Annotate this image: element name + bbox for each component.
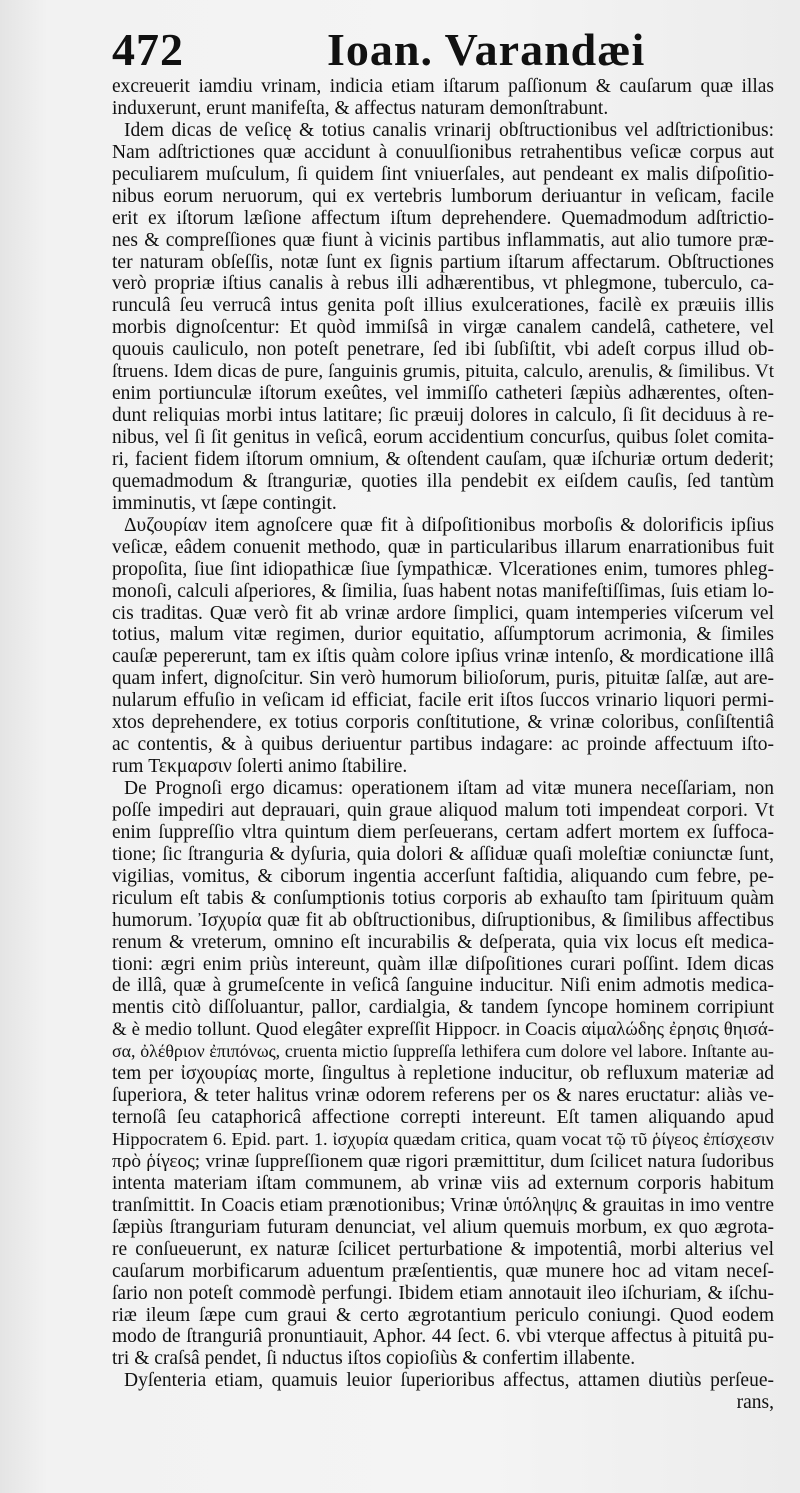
text-line: tranſmittit. In Coacis etiam prænotionibus; Vrinæ ὑπόληψις & grauitas in imo ventre xyxy=(112,1194,774,1216)
text-line: ri, facient fidem iſtorum omnium, & oſtendent cauſam, quæ iſchuriæ ortum dederit; xyxy=(112,448,774,470)
text-line: erit ex iſtorum læſione affectum iſtum deprehendere. Quemadmodum adſtrictio- xyxy=(112,207,774,229)
page-header xyxy=(112,22,760,78)
text-line: Δυζουρίαν item agnoſcere quæ fit à diſpoſitionibus morboſis & dolorificis ipſius xyxy=(124,514,774,536)
text-line: monoſi, calculi aſperiores, & ſimilia, ſuas habent notas manifeſtiſſimas, ſuis etiam lo- xyxy=(112,580,774,602)
text-line: nes & compreſſiones quæ fiunt à vicinis partibus inflammatis, aut alio tumore præ- xyxy=(112,229,774,251)
text-line: intenta materiam iſtam communem, ab vrinæ viis ad externum corporis habitum xyxy=(112,1172,774,1194)
text-line: excreuerit iamdiu vrinam, indicia etiam iſtarum paſſionum & cauſarum quæ illas xyxy=(112,76,774,97)
text-line: riæ ileum ſæpe cum graui & certo ægrotantium periculo coniungi. Quod eodem xyxy=(112,1304,774,1326)
text-line: cauſæ pepererunt, tam ex iſtis quàm colore ipſius vrinæ intenſo, & mordicatione illâ xyxy=(112,646,774,668)
text-line: imminutis, vt ſæpe contingit. xyxy=(112,492,337,514)
text-line: De Prognoſi ergo dicamus: operationem iſtam ad vitæ munera neceſſariam, non xyxy=(124,778,774,799)
text-line: tione; ſic ſtranguria & dyſuria, quia dolori & aſſiduæ quaſi moleſtiæ coniunctæ ſunt, xyxy=(112,843,774,865)
text-line: quam infert, dignoſcitur. Sin verò humorum bilioſorum, puris, pituitæ ſalſæ, aut are- xyxy=(112,668,774,690)
text-line: nibus eorum neruorum, qui ex vertebris lumborum deriuantur in veſicam, facile xyxy=(112,185,774,207)
text-line: dunt reliquias morbi intus latitare; ſic præuij dolores in calculo, ſi ſit deciduus à re- xyxy=(112,405,774,427)
text-line: Dyſenteria etiam, quamuis leuior ſuperioribus affectus, attamen diutiùs perſeue- xyxy=(124,1370,774,1392)
text-line: cis traditas. Quæ verò fit ab vrinæ ardore ſimplici, quam intemperies viſcerum vel xyxy=(112,602,774,624)
text-line: nularum effuſio in veſicam id efficiat, facile erit iſtos ſuccos vrinario liquori permi- xyxy=(112,690,774,712)
text-line: ſæpiùs ſtranguriam futuram denunciat, vel alium quemuis morbum, ex quo ægrota- xyxy=(112,1216,774,1238)
text-line: quemadmodum & ſtranguriæ, quoties illa pendebit ex eiſdem cauſis, ſed tantùm xyxy=(112,470,774,492)
text-line: totius, malum vitæ regimen, durior equitatio, aſſumptorum acrimonia, & ſimiles xyxy=(112,624,774,646)
text-line: ter naturam obſeſſis, notæ ſunt ex ſignis partium iſtarum affectarum. Obſtructiones xyxy=(112,251,774,273)
text-line: humorum. Ἰσχυρία quæ fit ab obſtructionibus, diſruptionibus, & ſimilibus affectibus xyxy=(112,909,774,931)
text-line: xtos deprehendere, ex totius corporis conſtitutione, & vrinæ coloribus, conſiſtentiâ xyxy=(112,712,774,734)
text-line: induxerunt, erunt manifeſta, & affectus naturam demonſtrabunt. xyxy=(112,97,609,119)
text-line: de illâ, quæ à grumeſcente in veſicâ ſanguine inducitur. Niſi enim admotis medica- xyxy=(112,975,774,997)
text-line: σα, ὀλέθριον ἐπιπόνως, cruenta mictio ſuppreſſa lethifera cum dolore vel labore. Inſtante au- xyxy=(112,1041,774,1062)
text-line: propoſita, ſiue ſint idiopathicæ ſiue ſympathicæ. Vlcerationes enim, tumores phleg- xyxy=(112,558,774,580)
text-line: mentis citò diſſoluantur, pallor, cardialgia, & tandem ſyncope hominem corripiunt xyxy=(112,997,774,1019)
text-line: ſuperiora, & teter halitus vrinæ odorem referens per os & nares eructatur: aliàs ve- xyxy=(112,1085,774,1107)
text-line: & è medio tollunt. Quod elegâter expreſſit Hippocr. in Coacis αἱμαλώδης ἐρησις θηισά- xyxy=(112,1019,774,1041)
running-head: Ioan. Varandæi xyxy=(327,24,646,75)
text-line: renum & vreterum, omnino eſt incurabilis & deſperata, quia vix locus eſt medica- xyxy=(112,931,774,953)
text-line: cauſarum morbificarum aduentum præſentientis, quæ munere hoc ad vitam neceſ- xyxy=(112,1260,774,1282)
text-line: verò propriæ iſtius canalis à rebus illi adhærentibus, vt phlegmone, tuberculo, ca- xyxy=(112,273,774,295)
text-line: quouis cauliculo, non poteſt penetrare, ſed ibi ſubſiſtit, vbi adeſt corpus illud ob- xyxy=(112,339,774,361)
text-line: rum Τεκμαρσιν ſolerti animo ſtabilire. xyxy=(112,756,408,778)
text-line: riculum eſt tabis & conſumptionis totius corporis ab exhauſto tam ſpirituum quàm xyxy=(112,887,774,909)
text-line: veſicæ, eâdem conuenit methodo, quæ in particularibus illarum enarrationibus fuit xyxy=(112,536,774,558)
text-line: poſſe impediri aut deprauari, quin graue aliquod malum toti impendeat corpori. Vt xyxy=(112,799,774,821)
text-line: modo de ſtranguriâ pronuntiauit, Aphor. 44 ſect. 6. vbi vterque affectus à pituitâ pu- xyxy=(112,1326,774,1348)
text-line: ac contentis, & à quibus deriuentur partibus indagare: ac proinde affectuum iſto- xyxy=(112,734,774,756)
text-line: Hippocratem 6. Epid. part. 1. ἰσχυρία quædam critica, quam vocat τῷ τῦ ῥίγεος ἐπίσχεσιν xyxy=(112,1129,774,1149)
text-line: Nam adſtrictiones quæ accidunt à conuulſionibus retrahentibus veſicæ corpus aut xyxy=(112,141,774,163)
text-line: runculâ ſeu verrucâ intus genita poſt illius exulcerationes, facilè ex præuiis illis xyxy=(112,295,774,317)
text-line: peculiarem muſculum, ſi quidem ſint vniuerſales, aut pendeant ex malis diſpoſitio- xyxy=(112,163,774,185)
text-line: tri & craſsâ pendet, ſi nductus iſtos copioſiùs & confertim illabente. xyxy=(112,1348,636,1370)
text-line: rans, xyxy=(736,1392,774,1414)
text-line: re conſueuerunt, ex naturæ ſcilicet perturbatione & impotentiâ, morbi alterius vel xyxy=(112,1238,774,1260)
text-line: ternoſâ ſeu cataphoricâ affectione correpti intereunt. Eſt tamen aliquando apud xyxy=(112,1107,774,1129)
text-line: Idem dicas de veſicę & totius canalis vrinarij obſtructionibus vel adſtrictionibus: xyxy=(124,119,774,141)
text-line: morbis dignoſcentur: Et quòd immiſsâ in virgæ canalem candelâ, cathetere, vel xyxy=(112,317,774,339)
body-text xyxy=(112,76,774,1414)
text-line: ſtruens. Idem dicas de pure, ſanguinis grumis, pituita, calculo, arenulis, & ſimilibus. Vt xyxy=(112,361,774,383)
text-line: vigilias, vomitus, & ciborum ingentia accerſunt faſtidia, aliquando cum febre, pe- xyxy=(112,865,774,887)
text-line: ſario non poteſt commodè perfungi. Ibidem etiam annotauit ileo iſchuriam, & iſchu- xyxy=(112,1282,774,1304)
text-line: nibus, vel ſi ſit genitus in veſicâ, eorum accidentium concurſus, quibus ſolet comita- xyxy=(112,427,774,448)
text-line: enim ſuppreſſio vltra quintum diem perſeuerans, certam adfert mortem ex ſuffoca- xyxy=(112,821,774,843)
text-line: tioni: ægri enim priùs intereunt, quàm illæ diſpoſitiones curari poſſint. Idem dicas xyxy=(112,953,774,975)
text-line: πρὸ ῥίγεος; vrinæ ſuppreſſionem quæ rigori præmittitur, dum ſcilicet natura ſudoribus xyxy=(112,1150,774,1172)
page-number: 472 xyxy=(112,24,184,75)
text-line: tem per ἰσχουρίας morte, ſingultus à repletione inducitur, ob refluxum materiæ ad xyxy=(112,1063,774,1085)
text-line: enim portiunculæ iſtorum exeûtes, vel immiſſo catheteri ſæpiùs adhærentes, oſten- xyxy=(112,383,774,405)
